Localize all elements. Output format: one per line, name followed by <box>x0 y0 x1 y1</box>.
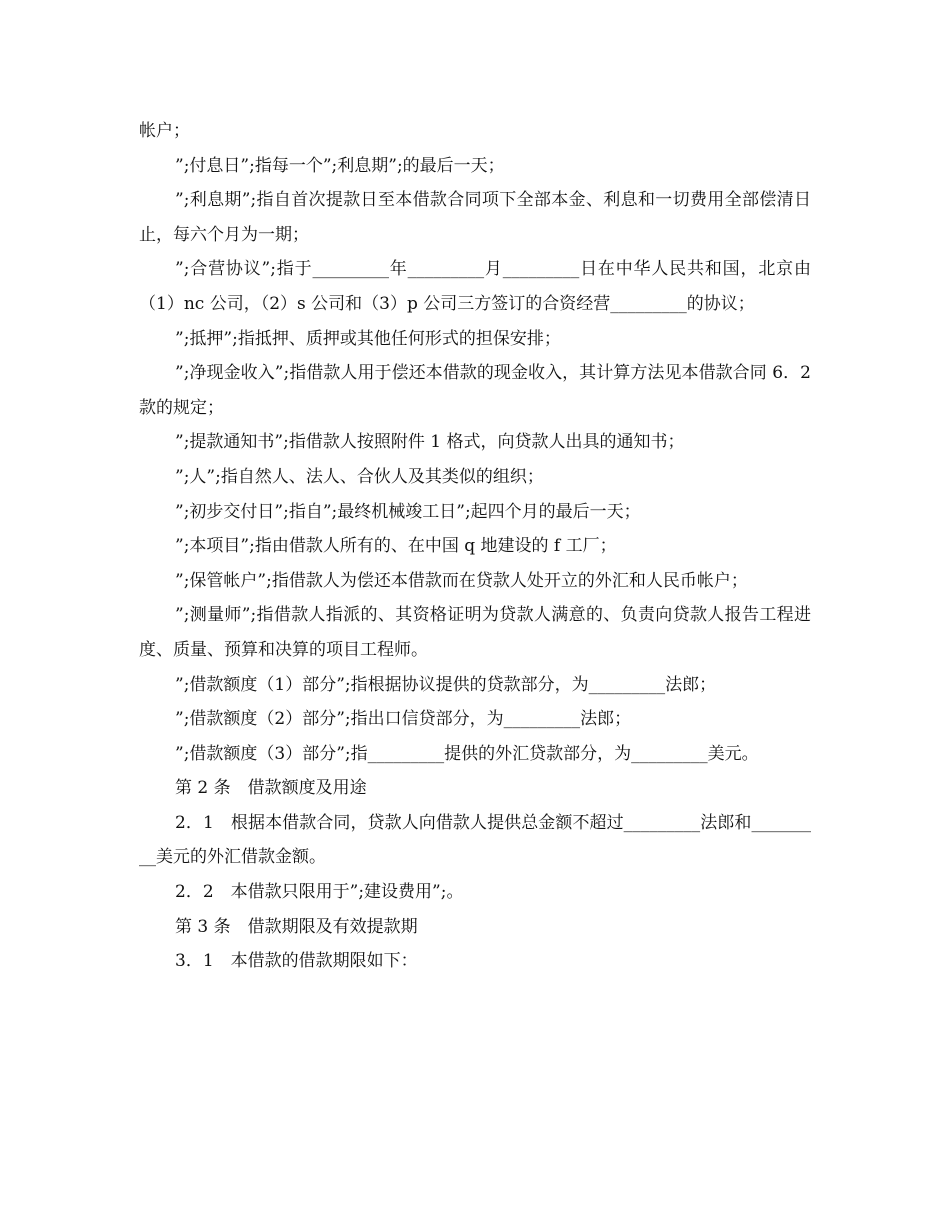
paragraph-loan-tranche-3: ”;借款额度（3）部分”;指_________提供的外汇贷款部分，为_________美元。 <box>175 743 759 764</box>
paragraph-loan-tranche-1: ”;借款额度（1）部分”;指根据协议提供的贷款部分，为_________法郎； <box>175 674 717 695</box>
clause-3-1: 3．1 本借款的借款期限如下： <box>175 951 418 972</box>
paragraph-drawdown-notice: ”;提款通知书”;指借款人按照附件 1 格式，向贷款人出具的通知书； <box>175 432 685 453</box>
paragraph-account-end: 帐户； <box>139 121 190 141</box>
clause-2-1: 2．1 根据本借款合同，贷款人向借款人提供总金额不超过_________法郎和_________美元的外汇借款金额。 <box>139 812 811 868</box>
paragraph-initial-delivery-date: ”;初步交付日”;指自”;最终机械竣工日”;起四个月的最后一天； <box>175 501 641 522</box>
section-heading-article-2: 第 2 条 借款额度及用途 <box>175 778 367 799</box>
paragraph-payment-date: ”;付息日”;指每一个”;利息期”;的最后一天； <box>175 155 505 176</box>
clause-2-2: 2．2 本借款只限用于”;建设费用”;。 <box>175 882 464 903</box>
paragraph-joint-venture-agreement: ”;合营协议”;指于_________年_________月_________日在中华人民共和国，北京由（1）nc 公司，（2）s 公司和（3）p 公司三方签订的合资经营_________的协议； <box>139 259 811 314</box>
paragraph-loan-tranche-2: ”;借款额度（2）部分”;指出口信贷部分，为_________法郎； <box>175 709 632 730</box>
paragraph-custody-account: ”;保管帐户”;指借款人为偿还本借款而在贷款人处开立的外汇和人民币帐户； <box>175 570 748 591</box>
paragraph-mortgage: ”;抵押”;指抵押、质押或其他任何形式的担保安排； <box>175 328 561 349</box>
section-heading-article-3: 第 3 条 借款期限及有效提款期 <box>175 916 418 937</box>
document-body <box>139 114 811 979</box>
paragraph-net-cash-income: ”;净现金收入”;指借款人用于偿还本借款的现金收入，其计算方法见本借款合同 6．2 款的规定； <box>139 363 811 418</box>
paragraph-surveyor: ”;测量师”;指借款人指派的、其资格证明为贷款人满意的、负责向贷款人报告工程进度、质量、预算和决算的项目工程师。 <box>139 605 811 660</box>
paragraph-person: ”;人”;指自然人、法人、合伙人及其类似的组织； <box>175 466 544 487</box>
paragraph-project: ”;本项目”;指由借款人所有的、在中国 q 地建设的 f 工厂； <box>175 536 617 557</box>
paragraph-interest-period: ”;利息期”;指自首次提款日至本借款合同项下全部本金、利息和一切费用全部偿清日止，每六个月为一期； <box>139 190 811 245</box>
